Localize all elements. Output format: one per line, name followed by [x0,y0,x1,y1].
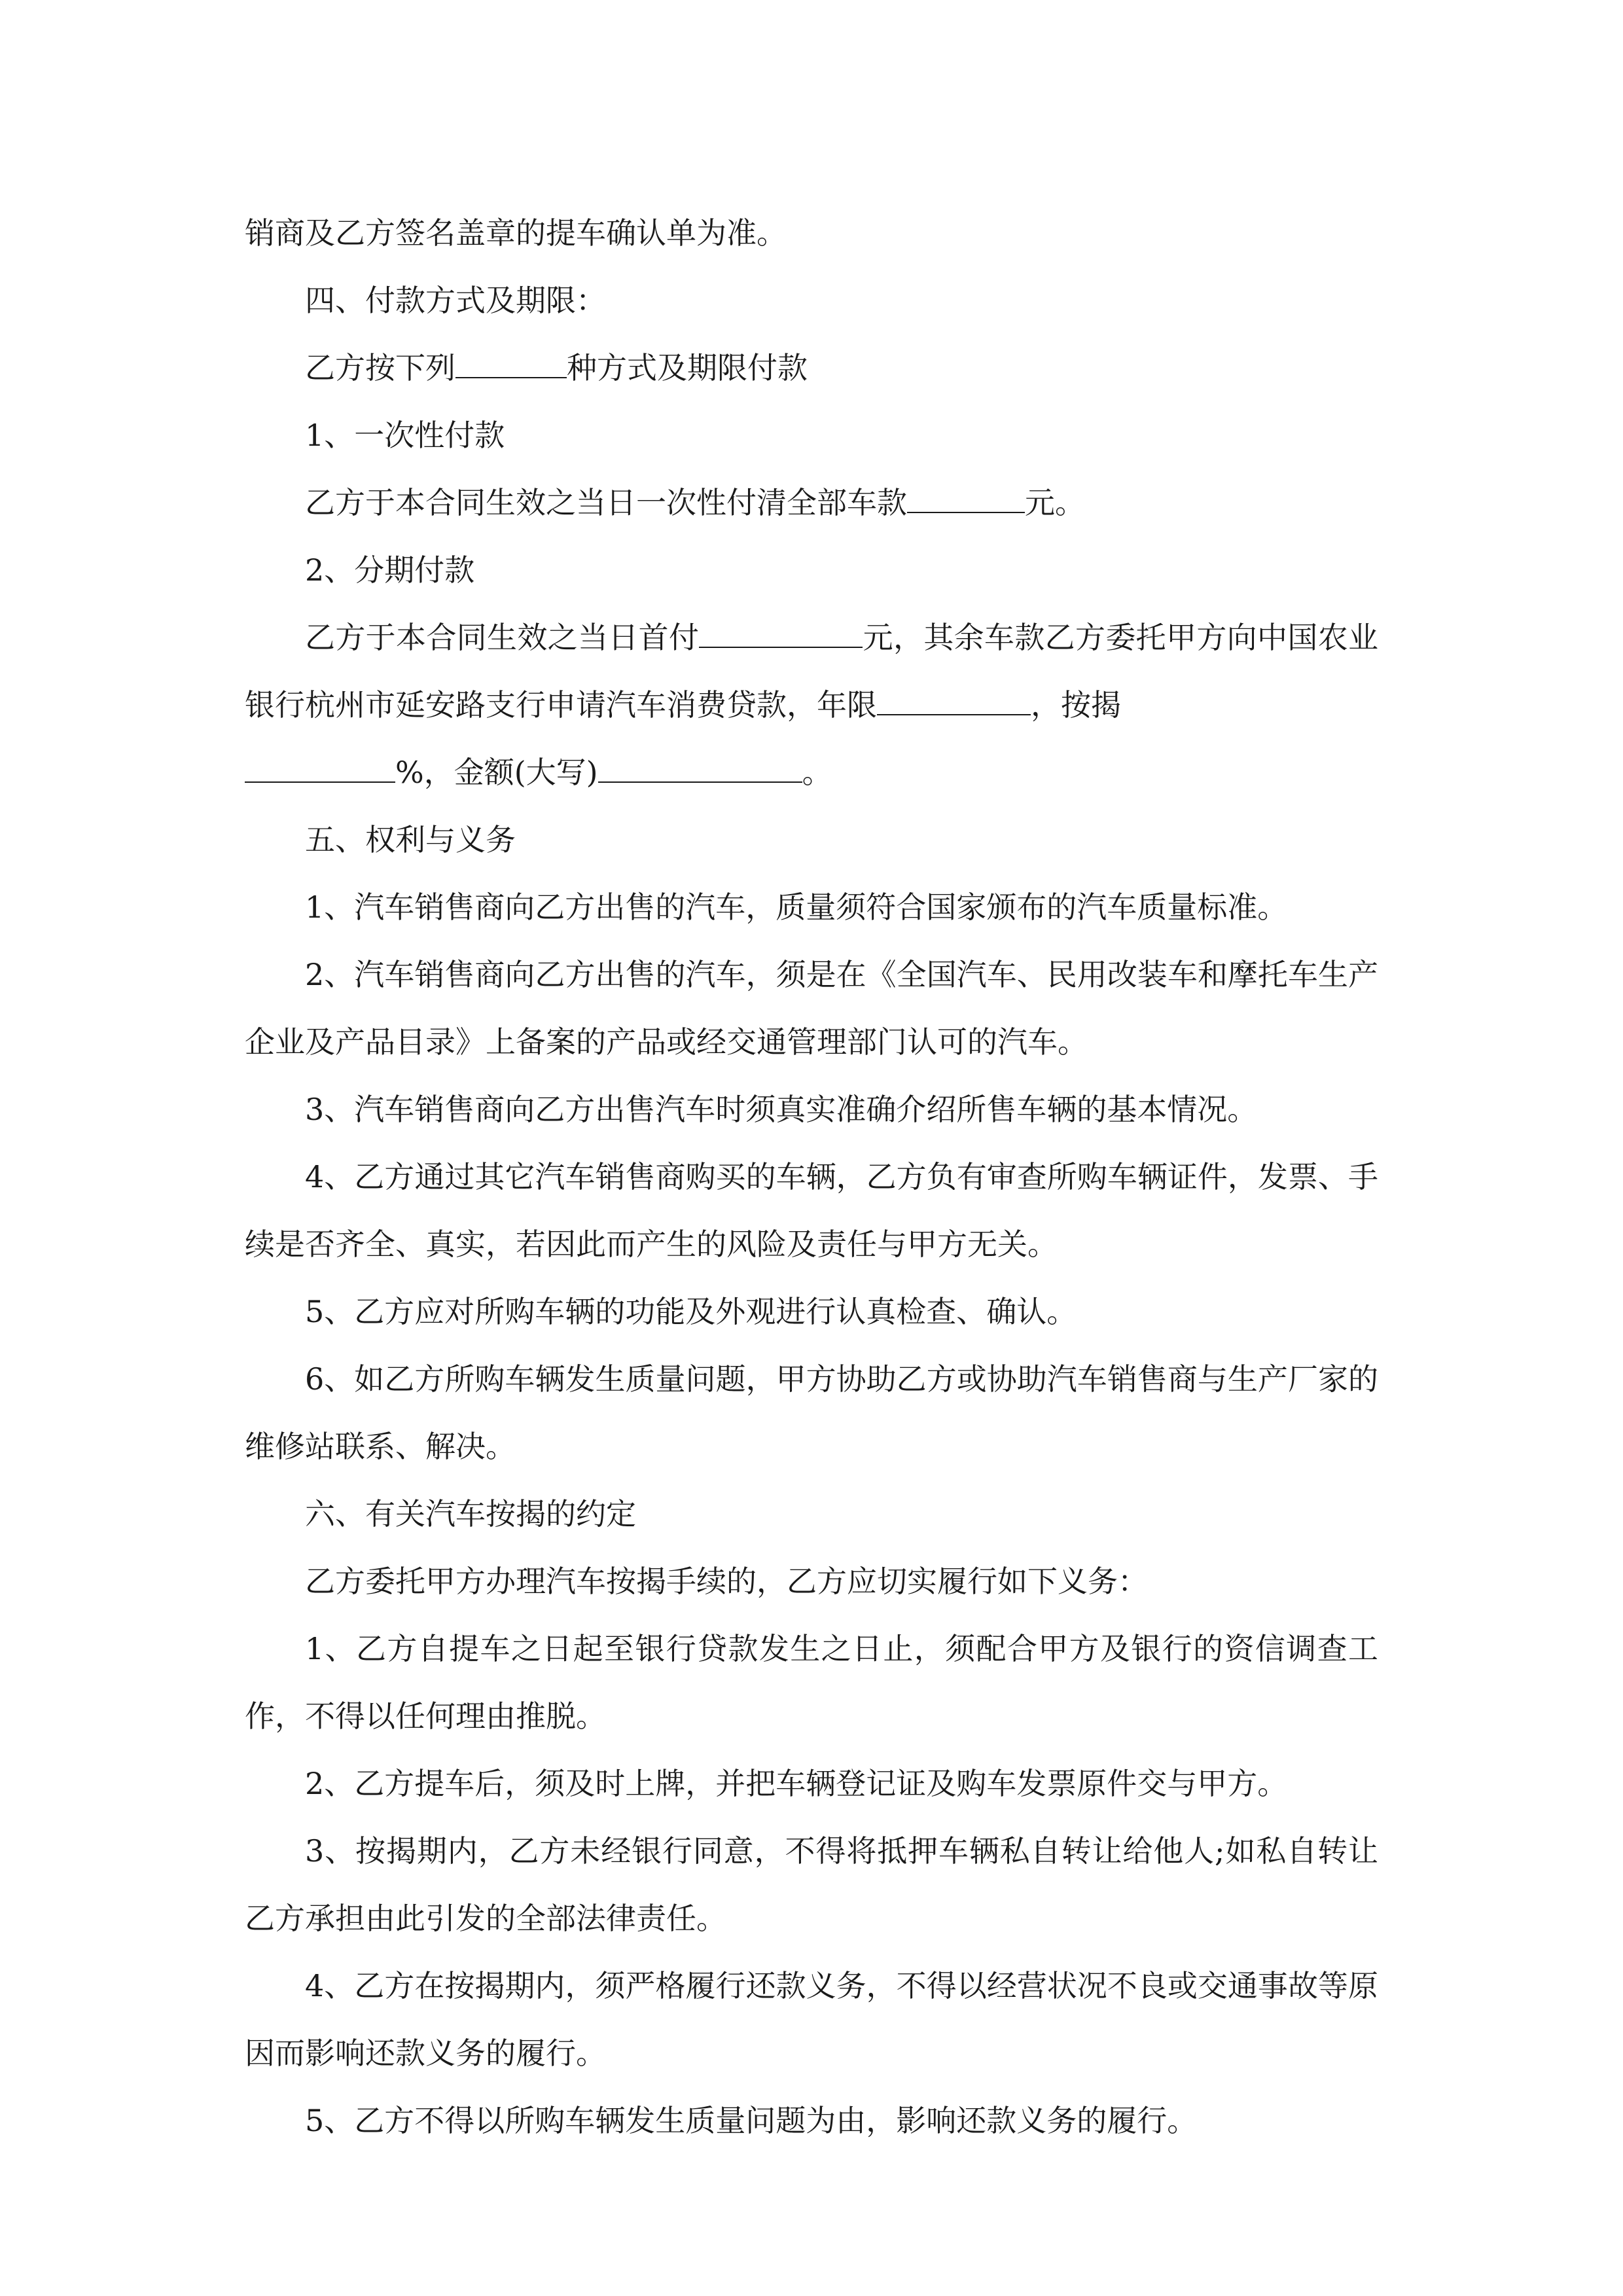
installment-text-c: 农业银行杭州市延安路支行申请汽车消费贷款，年限 [245,620,1379,723]
section-heading-rights: 五、权利与义务 [305,822,516,857]
lump-sum-text-a: 乙方于本合同生效之当日一次性付清全部车款 [305,485,907,520]
rights-item-3: 3、汽车销售商向乙方出售汽车时须真实准确介绍所售车辆的基本情况。 [305,1092,1258,1127]
payment-method-blank [455,350,567,378]
paragraph-lump-sum [245,469,1378,537]
loan-term-blank [877,687,1031,715]
subheading-installment: 2、分期付款 [305,552,475,588]
installment-text-a: 乙方于本合同生效之当日首付 [305,620,700,655]
mortgage-item-5: 5、乙方不得以所购车辆发生质量问题为由，影响还款义务的履行。 [305,2103,1198,2138]
mortgage-item-4: 4、乙方在按揭期内，须严格履行还款义务，不得以经营状况不良或交通事故等原因而影响还款义务的履行。 [245,1968,1378,2071]
mortgage-item-3: 3、按揭期内，乙方未经银行同意，不得将抵押车辆私自转让给他人;如私自转让乙方承担由此引发的全部法律责任。 [245,1833,1378,1936]
document-body [245,200,1378,2155]
payment-method-text-b: 种方式及期限付款 [567,350,808,386]
mortgage-rate-blank [245,754,395,783]
mortgage-intro: 乙方委托甲方办理汽车按揭手续的，乙方应切实履行如下义务： [305,1564,1148,1599]
paragraph-installment [245,604,1378,806]
subheading-lump-sum: 1、一次性付款 [305,418,505,453]
section-heading-payment: 四、付款方式及期限： [305,283,606,318]
installment-text-b: 元，其余车款乙方委托甲方向中国 [863,620,1318,655]
mortgage-item-2: 2、乙方提车后，须及时上牌，并把车辆登记证及购车发票原件交与甲方。 [305,1766,1288,1801]
lump-sum-amount-blank [907,484,1025,513]
installment-text-f: 。 [802,755,832,790]
rights-item-1: 1、汽车销售商向乙方出售的汽车，质量须符合国家颁布的汽车质量标准。 [305,889,1288,925]
rights-item-6: 6、如乙方所购车辆发生质量问题，甲方协助乙方或协助汽车销售商与生产厂家的维修站联系、解决。 [245,1361,1378,1464]
lump-sum-text-b: 元。 [1025,485,1085,520]
section-heading-mortgage: 六、有关汽车按揭的约定 [305,1496,636,1532]
amount-in-words-blank [598,754,802,783]
down-payment-blank [699,619,863,648]
paragraph-payment-method [245,334,1378,402]
rights-item-4: 4、乙方通过其它汽车销售商购买的车辆，乙方负有审查所购车辆证件，发票、手续是否齐全、真实，若因此而产生的风险及责任与甲方无关。 [245,1159,1378,1262]
mortgage-item-1: 1、乙方自提车之日起至银行贷款发生之日止，须配合甲方及银行的资信调查工作，不得以任何理由推脱。 [245,1631,1378,1734]
paragraph-1: 销商及乙方签名盖章的提车确认单为准。 [245,215,787,251]
rights-item-5: 5、乙方应对所购车辆的功能及外观进行认真检查、确认。 [305,1294,1077,1329]
payment-method-text-a: 乙方按下列 [305,350,455,386]
installment-text-e: %，金额(大写) [395,755,598,790]
rights-item-2: 2、汽车销售商向乙方出售的汽车，须是在《全国汽车、民用改装车和摩托车生产企业及产品目录》上备案的产品或经交通管理部门认可的汽车。 [245,957,1378,1060]
installment-text-d: ，按揭 [1031,687,1121,723]
